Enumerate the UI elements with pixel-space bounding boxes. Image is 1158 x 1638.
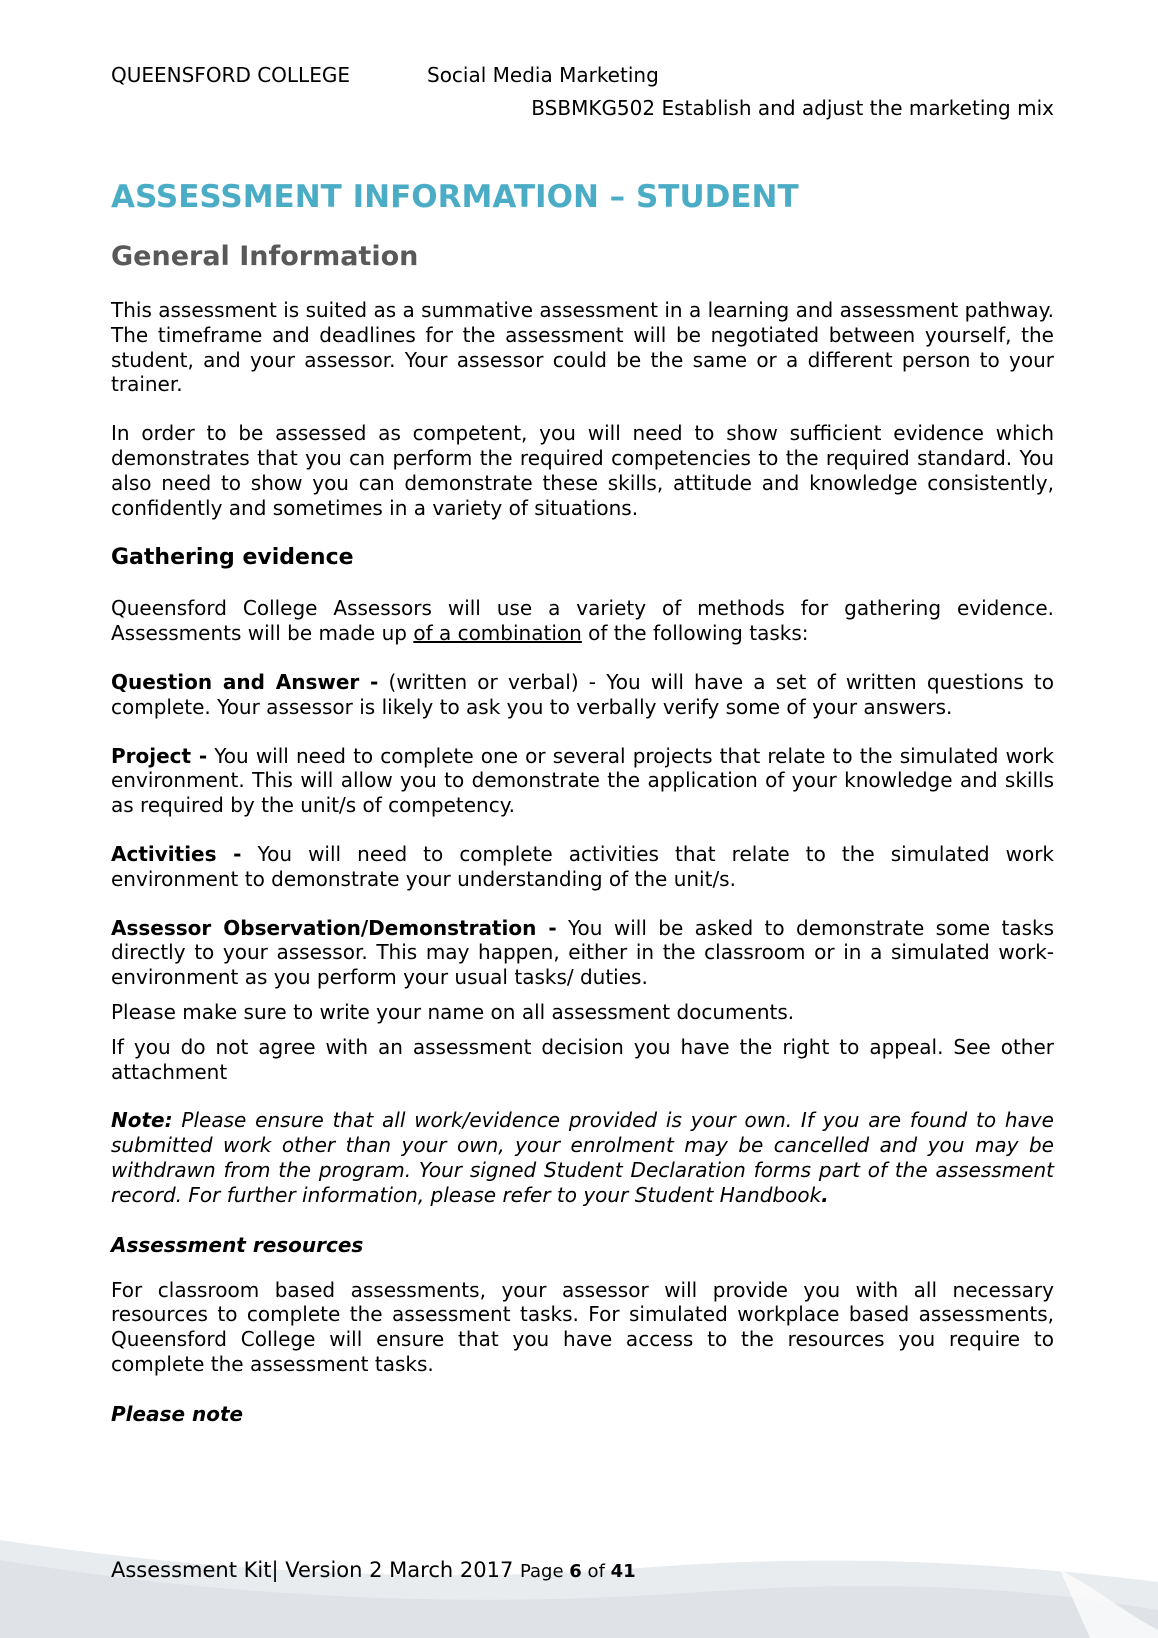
- note-end: .: [821, 1182, 829, 1207]
- note-paragraph: [111, 1108, 1054, 1207]
- qa-text: (written or verbal) - You will have a set of written questions to complete. Your assessor is likely to ask you to verbally verify some of your answers.: [111, 669, 1054, 719]
- general-paragraph-1: This assessment is suited as a summative assessment in a learning and assessment pathway. The timeframe and deadlines for the assessment will be negotiated between yourself, the student, and your assessor. Your assessor could be the same or a different person to your trainer.: [111, 298, 1054, 397]
- note-label: Note:: [111, 1108, 173, 1133]
- page-footer: [111, 1556, 636, 1586]
- assessment-resources-text: For classroom based assessments, your assessor will provide you with all necessary resources to complete the assessment tasks. For simulated workplace based assessments, Queensford College will ensure that you have access to the resources you require to complete the assessment tasks.: [111, 1277, 1054, 1376]
- project-task: [111, 744, 1054, 818]
- header-unit: BSBMKG502 Establish and adjust the marketing mix: [531, 96, 1054, 120]
- project-label: Project -: [111, 743, 208, 768]
- observation-label: Assessor Observation/Demonstration -: [111, 915, 557, 940]
- footer-of-word: of: [581, 1561, 611, 1582]
- general-information-heading: General Information: [111, 241, 419, 272]
- observation-task: [111, 916, 1054, 990]
- appeal-text: If you do not agree with an assessment decision you have the right to appeal. See other attachment: [111, 1034, 1054, 1084]
- assessment-resources-heading: Assessment resources: [111, 1232, 364, 1257]
- header-college: QUEENSFORD COLLEGE: [111, 63, 350, 87]
- intro-underlined: of a combination: [413, 621, 582, 646]
- note-text: Please ensure that all work/evidence provided is your own. If you are found to have submitted work other than your own, your enrolment may be cancelled and you may be withdrawn from the program. Your signed Student Declaration forms part of the assessment record. For further information, please refer to your Student Handbook: [111, 1108, 1054, 1207]
- activities-text: You will need to complete activities that relate to the simulated work environment to demonstrate your understanding of the unit/s.: [111, 841, 1055, 891]
- observation-text: You will be asked to demonstrate some tasks directly to your assessor. This may happen, either in the classroom or in a simulated work-environment as you perform your usual tasks/ duties.: [111, 915, 1055, 990]
- footer-page-total: 41: [610, 1561, 636, 1582]
- footer-page-word: Page: [519, 1561, 570, 1582]
- footer-page-number: 6: [569, 1561, 582, 1582]
- gathering-evidence-heading: Gathering evidence: [111, 545, 354, 571]
- activities-task: [111, 842, 1054, 892]
- page-title: ASSESSMENT INFORMATION – STUDENT: [111, 179, 799, 215]
- gathering-intro: [111, 596, 1054, 646]
- project-text: You will need to complete one or several projects that relate to the simulated work environment. This will allow you to demonstrate the application of your knowledge and skills as required by the unit/s of competency.: [111, 743, 1054, 818]
- qa-label: Question and Answer -: [111, 669, 379, 694]
- please-note-heading: Please note: [111, 1401, 244, 1426]
- qa-task: [111, 670, 1054, 720]
- header-course: Social Media Marketing: [427, 63, 659, 87]
- general-paragraph-2: In order to be assessed as competent, you will need to show sufficient evidence which demonstrates that you can perform the required competencies to the required standard. You also need to show you can demonstrate these skills, attitude and knowledge consistently, confidently and sometimes in a variety of situations.: [111, 421, 1054, 520]
- intro-text: Queensford College Assessors will use a variety of methods for gathering evidence. Assessments will be made up: [111, 596, 1054, 646]
- footer-kit: Assessment Kit| Version 2 March 2017: [111, 1558, 520, 1582]
- document-body: [111, 178, 1054, 1447]
- intro-text-end: of the following tasks:: [581, 621, 809, 646]
- name-reminder: Please make sure to write your name on all assessment documents.: [111, 999, 795, 1024]
- activities-label: Activities -: [111, 841, 242, 866]
